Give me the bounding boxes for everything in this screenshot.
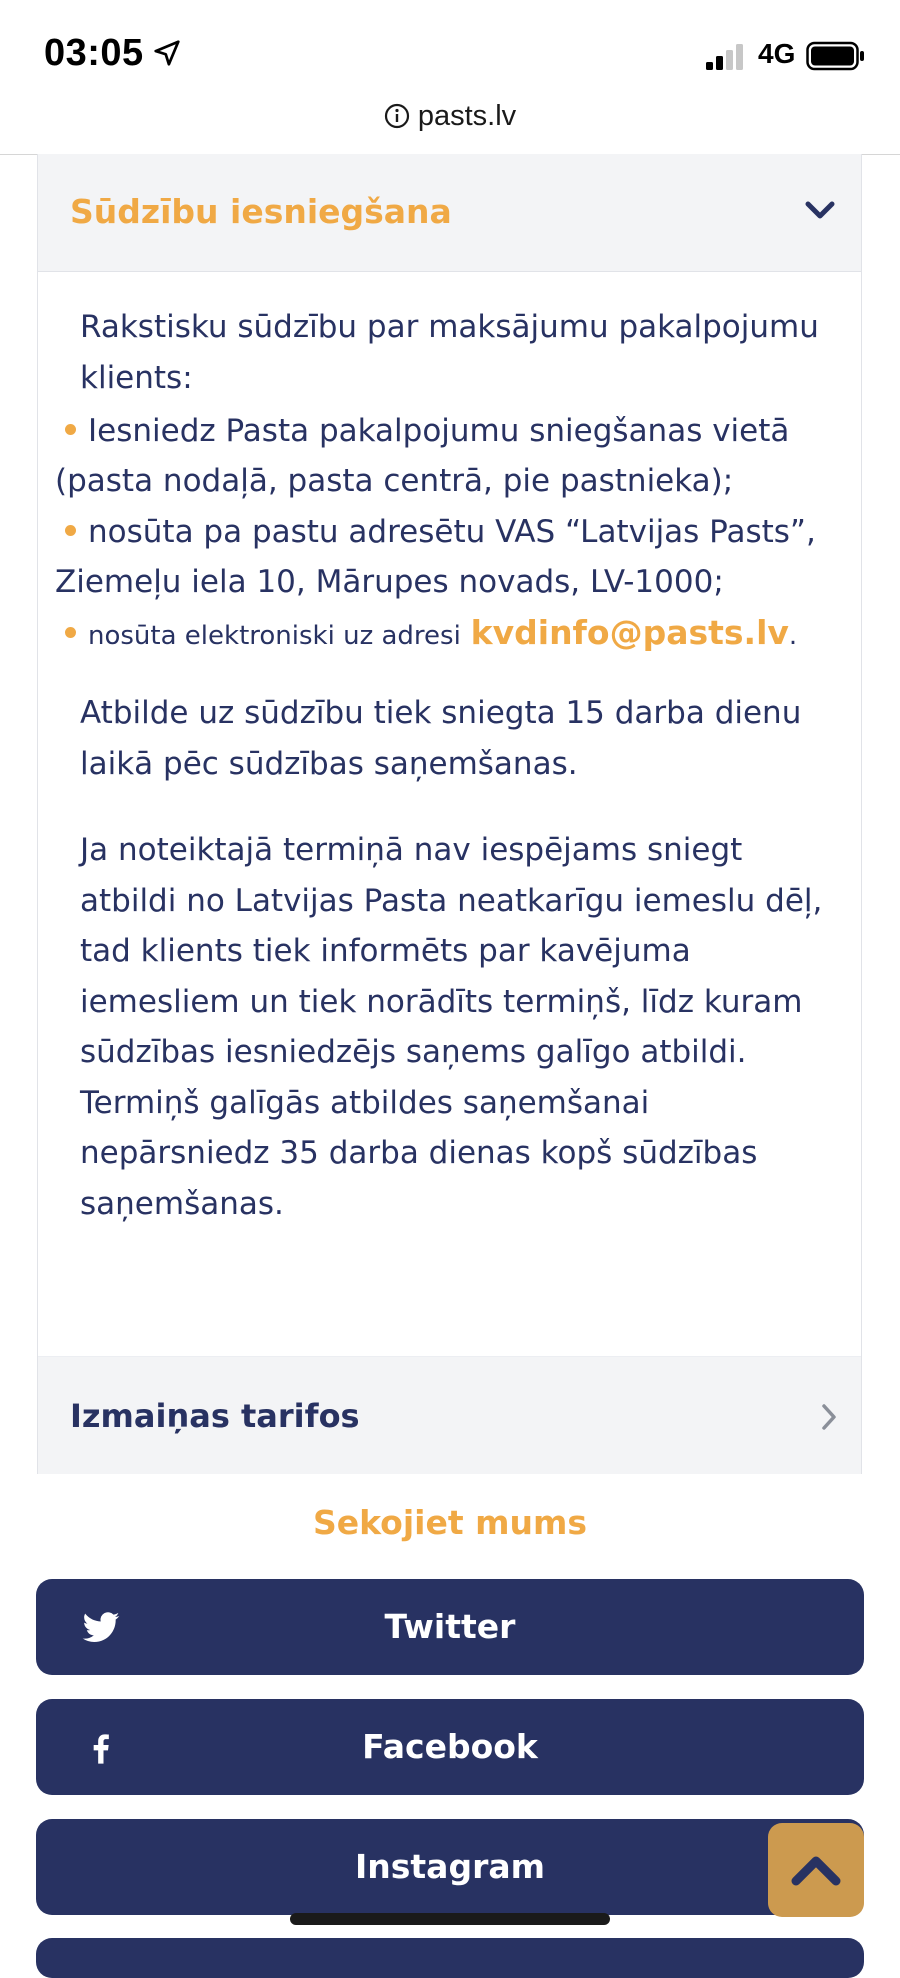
home-indicator bbox=[290, 1913, 610, 1925]
url-text: pasts.lv bbox=[417, 100, 517, 132]
accordion-card bbox=[37, 154, 862, 1474]
chevron-up-icon bbox=[788, 1849, 844, 1889]
bullet-dot bbox=[65, 525, 76, 536]
list-item: nosūta elektroniski uz adresi kvdinfo@pasts.lv. bbox=[55, 608, 855, 661]
chevron-down-icon bbox=[803, 198, 837, 224]
email-link[interactable]: kvdinfo@pasts.lv bbox=[470, 613, 789, 652]
list-item: Iesniedz Pasta pakalpojumu sniegšanas vietā (pasta nodaļā, pasta centrā, pie pastnieka); bbox=[55, 413, 790, 499]
intro-text: Rakstisku sūdzību par maksājumu pakalpojumu klients: bbox=[80, 309, 819, 396]
accordion-header-tariffs[interactable] bbox=[38, 1356, 861, 1474]
scroll-to-top-button[interactable] bbox=[768, 1823, 864, 1917]
bullet-dot bbox=[65, 627, 76, 638]
twitter-button[interactable] bbox=[36, 1579, 864, 1675]
button-label: Twitter bbox=[384, 1607, 516, 1646]
status-time: 03:05 bbox=[44, 32, 144, 74]
instagram-button[interactable] bbox=[36, 1819, 864, 1915]
list-item: nosūta pa pastu adresētu VAS “Latvijas Pasts”, Ziemeļu iela 10, Mārupes novads, LV-1000; bbox=[55, 514, 816, 600]
battery-icon bbox=[806, 41, 866, 71]
network-type: 4G bbox=[758, 38, 796, 69]
address-bar[interactable] bbox=[0, 100, 900, 133]
chevron-right-icon bbox=[819, 1401, 839, 1433]
info-icon bbox=[384, 103, 410, 129]
location-arrow-icon bbox=[152, 38, 182, 68]
accordion-title: Izmaiņas tarifos bbox=[70, 1397, 360, 1435]
response-time-text: Atbilde uz sūdzību tiek sniegta 15 darba dienu laikā pēc sūdzības saņemšanas. bbox=[80, 695, 802, 782]
facebook-button[interactable] bbox=[36, 1699, 864, 1795]
delay-note-text: Ja noteiktajā termiņā nav iespējams sniegt atbildi no Latvijas Pasta neatkarīgu iemeslu dēļ, tad klients tiek informēts par kavējuma iemesliem un tiek norādīts termiņš, līdz kuram sūdzības iesniedzējs saņems galīgo atbildi. Termiņš galīgās atbildes saņemšanai nepārsniedz 35 darba dienas kopš sūdzības saņemšanas. bbox=[80, 832, 823, 1222]
follow-heading: Sekojiet mums bbox=[312, 1503, 588, 1542]
accordion-title: Sūdzību iesniegšana bbox=[70, 192, 452, 231]
button-label: Facebook bbox=[362, 1727, 538, 1766]
button-label: Instagram bbox=[354, 1847, 545, 1886]
bullet-dot bbox=[65, 424, 76, 435]
social-button-partial[interactable] bbox=[36, 1938, 864, 1978]
status-bar bbox=[0, 0, 900, 132]
accordion-header-complaints[interactable] bbox=[38, 154, 861, 272]
signal-icon bbox=[706, 42, 746, 70]
